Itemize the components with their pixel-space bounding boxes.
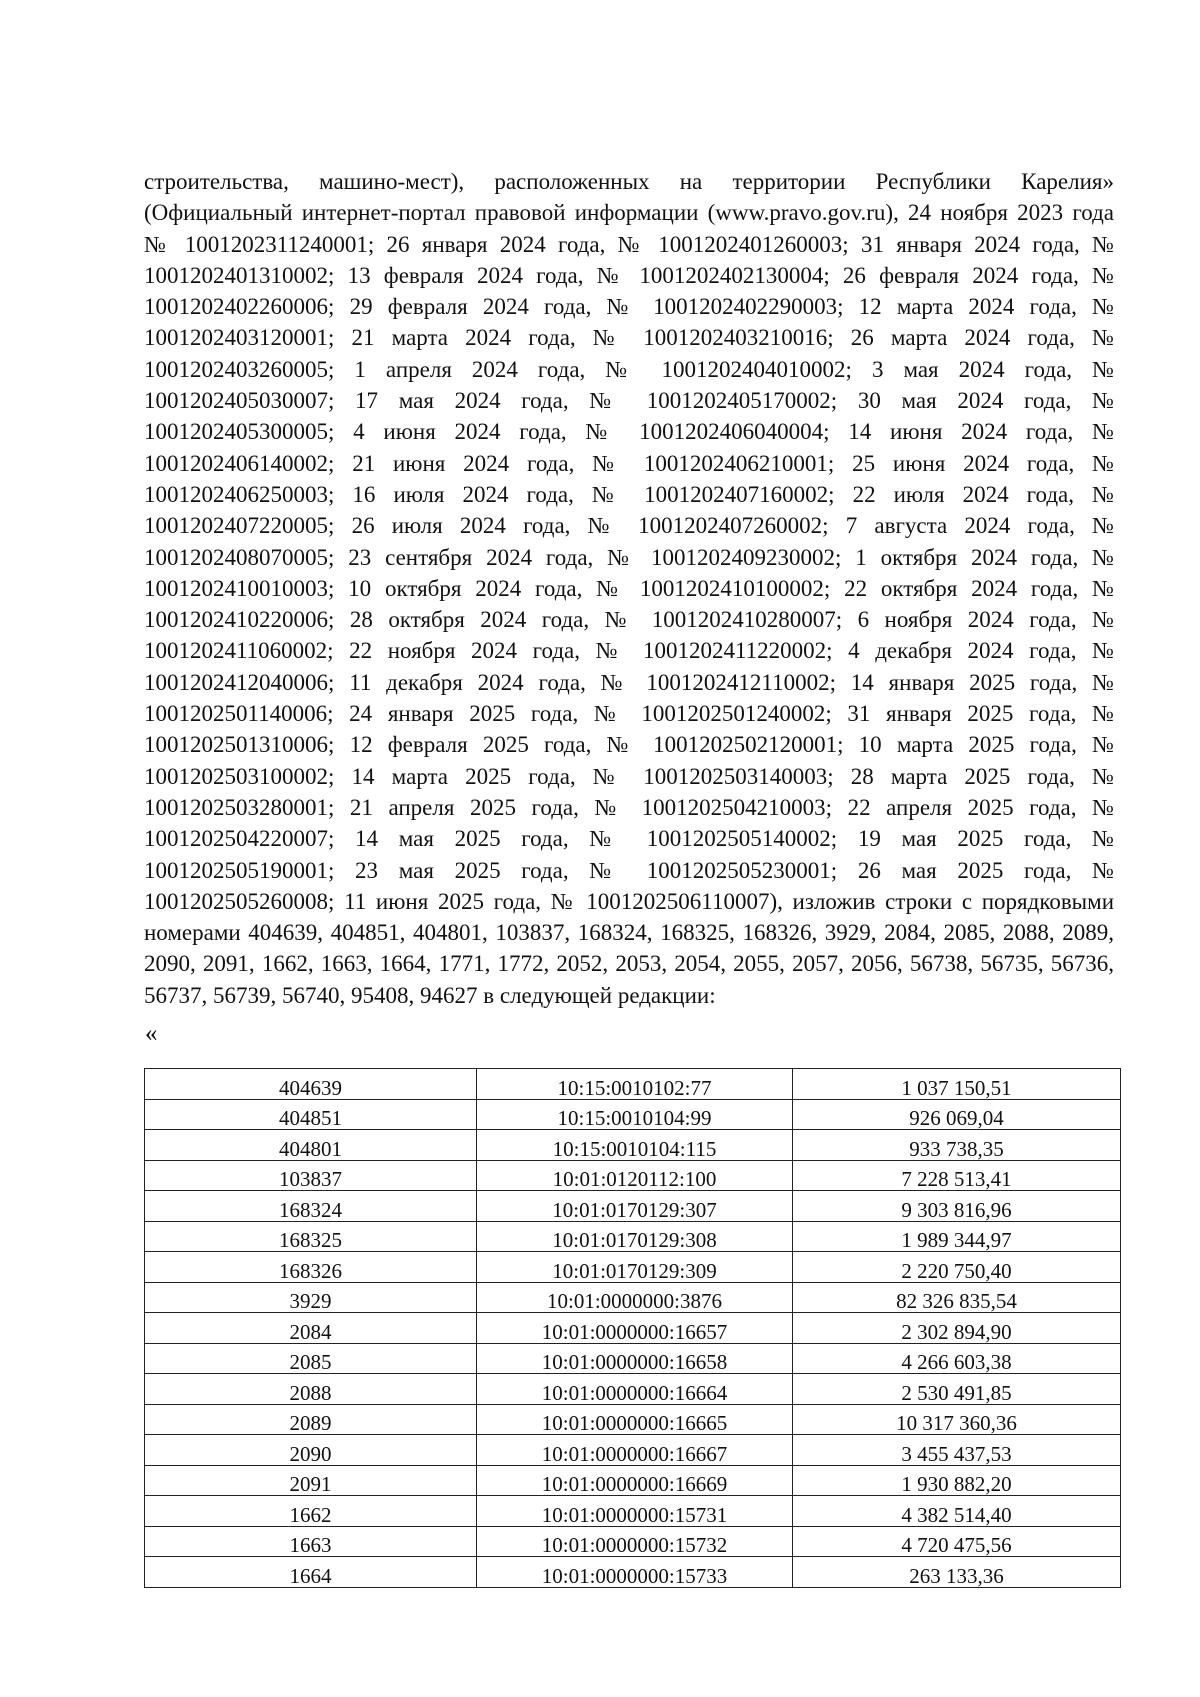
- cadastral-number-cell: 10:01:0000000:16664: [477, 1374, 793, 1405]
- table-row: [145, 1282, 1121, 1313]
- table-row: [145, 1221, 1121, 1252]
- table-row: [145, 1557, 1121, 1588]
- cadastral-value-cell: 4 720 475,56: [793, 1526, 1121, 1557]
- cadastral-value-cell: 926 069,04: [793, 1099, 1121, 1130]
- row-number-cell: 2084: [145, 1313, 477, 1344]
- row-number-cell: 2090: [145, 1435, 477, 1466]
- cadastral-number-cell: 10:01:0000000:15732: [477, 1526, 793, 1557]
- cadastral-value-cell: 933 738,35: [793, 1130, 1121, 1161]
- table-row: [145, 1252, 1121, 1283]
- table-row: [145, 1526, 1121, 1557]
- row-number-cell: 404801: [145, 1130, 477, 1161]
- row-number-cell: 404639: [145, 1069, 477, 1100]
- table-row: [145, 1374, 1121, 1405]
- cadastral-value-cell: 82 326 835,54: [793, 1282, 1121, 1313]
- cadastral-number-cell: 10:01:0000000:16669: [477, 1465, 793, 1496]
- cadastral-value-cell: 1 037 150,51: [793, 1069, 1121, 1100]
- row-number-cell: 2088: [145, 1374, 477, 1405]
- cadastral-number-cell: 10:01:0000000:16667: [477, 1435, 793, 1466]
- table-row: [145, 1465, 1121, 1496]
- table-row: [145, 1404, 1121, 1435]
- cadastral-value-cell: 7 228 513,41: [793, 1160, 1121, 1191]
- row-number-cell: 168325: [145, 1221, 477, 1252]
- cadastral-value-cell: 1 930 882,20: [793, 1465, 1121, 1496]
- cadastral-number-cell: 10:01:0120112:100: [477, 1160, 793, 1191]
- cadastral-number-cell: 10:15:0010104:99: [477, 1099, 793, 1130]
- cadastral-number-cell: 10:01:0170129:309: [477, 1252, 793, 1283]
- cadastral-number-cell: 10:01:0170129:308: [477, 1221, 793, 1252]
- row-number-cell: 1664: [145, 1557, 477, 1588]
- cadastral-value-table: [144, 1068, 1121, 1588]
- row-number-cell: 1662: [145, 1496, 477, 1527]
- table-body: [145, 1069, 1121, 1588]
- table-row: [145, 1160, 1121, 1191]
- cadastral-number-cell: 10:15:0010104:115: [477, 1130, 793, 1161]
- cadastral-value-cell: 1 989 344,97: [793, 1221, 1121, 1252]
- table-row: [145, 1069, 1121, 1100]
- table-row: [145, 1191, 1121, 1222]
- row-number-cell: 404851: [145, 1099, 477, 1130]
- cadastral-value-cell: 10 317 360,36: [793, 1404, 1121, 1435]
- row-number-cell: 168326: [145, 1252, 477, 1283]
- cadastral-value-cell: 2 220 750,40: [793, 1252, 1121, 1283]
- opening-quote: «: [145, 1020, 158, 1047]
- row-number-cell: 2085: [145, 1343, 477, 1374]
- cadastral-value-cell: 4 266 603,38: [793, 1343, 1121, 1374]
- row-number-cell: 103837: [145, 1160, 477, 1191]
- row-number-cell: 2089: [145, 1404, 477, 1435]
- cadastral-number-cell: 10:01:0000000:16657: [477, 1313, 793, 1344]
- table-row: [145, 1343, 1121, 1374]
- cadastral-number-cell: 10:01:0000000:16665: [477, 1404, 793, 1435]
- table-row: [145, 1130, 1121, 1161]
- table-row: [145, 1435, 1121, 1466]
- cadastral-number-cell: 10:01:0000000:15731: [477, 1496, 793, 1527]
- row-number-cell: 2091: [145, 1465, 477, 1496]
- cadastral-number-cell: 10:01:0000000:15733: [477, 1557, 793, 1588]
- cadastral-value-cell: 4 382 514,40: [793, 1496, 1121, 1527]
- body-paragraph: строительства, машино-мест), расположенных на территории Республики Карелия» (Официальный интернет-портал правовой информации (www.pravo.gov.ru), 24 ноября 2023 года № 1001202311240001; 26 января 2024 года, № 1001202401260003; 31 января 2024 года, № 1001202401310002; 13 февраля 2024 года, № 1001202402130004; 26 февраля 2024 года, № 1001202402260006; 29 февраля 2024 года, № 1001202402290003; 12 марта 2024 года, № 1001202403120001; 21 марта 2024 года, № 1001202403210016; 26 марта 2024 года, № 1001202403260005; 1 апреля 2024 года, № 1001202404010002; 3 мая 2024 года, № 1001202405030007; 17 мая 2024 года, № 1001202405170002; 30 мая 2024 года, № 1001202405300005; 4 июня 2024 года, № 1001202406040004; 14 июня 2024 года, № 1001202406140002; 21 июня 2024 года, № 1001202406210001; 25 июня 2024 года, № 1001202406250003; 16 июля 2024 года, № 1001202407160002; 22 июля 2024 года, № 1001202407220005; 26 июля 2024 года, № 1001202407260002; 7 августа 2024 года, № 1001202408070005; 23 сентября 2024 года, № 1001202409230002; 1 октября 2024 года, № 1001202410010003; 10 октября 2024 года, № 1001202410100002; 22 октября 2024 года, № 1001202410220006; 28 октября 2024 года, № 1001202410280007; 6 ноября 2024 года, № 1001202411060002; 22 ноября 2024 года, № 1001202411220002; 4 декабря 2024 года, № 1001202412040006; 11 декабря 2024 года, № 1001202412110002; 14 января 2025 года, № 1001202501140006; 24 января 2025 года, № 1001202501240002; 31 января 2025 года, № 1001202501310006; 12 февраля 2025 года, № 1001202502120001; 10 марта 2025 года, № 1001202503100002; 14 марта 2025 года, № 1001202503140003; 28 марта 2025 года, № 1001202503280001; 21 апреля 2025 года, № 1001202504210003; 22 апреля 2025 года, № 1001202504220007; 14 мая 2025 года, № 1001202505140002; 19 мая 2025 года, № 1001202505190001; 23 мая 2025 года, № 1001202505230001; 26 мая 2025 года, № 1001202505260008; 11 июня 2025 года, № 1001202506110007), изложив строки с порядковыми номерами 404639, 404851, 404801, 103837, 168324, 168325, 168326, 3929, 2084, 2085, 2088, 2089, 2090, 2091, 1662, 1663, 1664, 1771, 1772, 2052, 2053, 2054, 2055, 2057, 2056, 56738, 56735, 56736, 56737, 56739, 56740, 95408, 94627 в следующей редакции:: [144, 169, 1114, 1008]
- cadastral-value-cell: 2 302 894,90: [793, 1313, 1121, 1344]
- table-row: [145, 1313, 1121, 1344]
- row-number-cell: 3929: [145, 1282, 477, 1313]
- cadastral-number-cell: 10:01:0000000:16658: [477, 1343, 793, 1374]
- row-number-cell: 1663: [145, 1526, 477, 1557]
- cadastral-value-cell: 263 133,36: [793, 1557, 1121, 1588]
- cadastral-value-cell: 3 455 437,53: [793, 1435, 1121, 1466]
- cadastral-value-cell: 9 303 816,96: [793, 1191, 1121, 1222]
- table-row: [145, 1496, 1121, 1527]
- row-number-cell: 168324: [145, 1191, 477, 1222]
- cadastral-number-cell: 10:15:0010102:77: [477, 1069, 793, 1100]
- cadastral-number-cell: 10:01:0000000:3876: [477, 1282, 793, 1313]
- cadastral-value-cell: 2 530 491,85: [793, 1374, 1121, 1405]
- table-row: [145, 1099, 1121, 1130]
- cadastral-number-cell: 10:01:0170129:307: [477, 1191, 793, 1222]
